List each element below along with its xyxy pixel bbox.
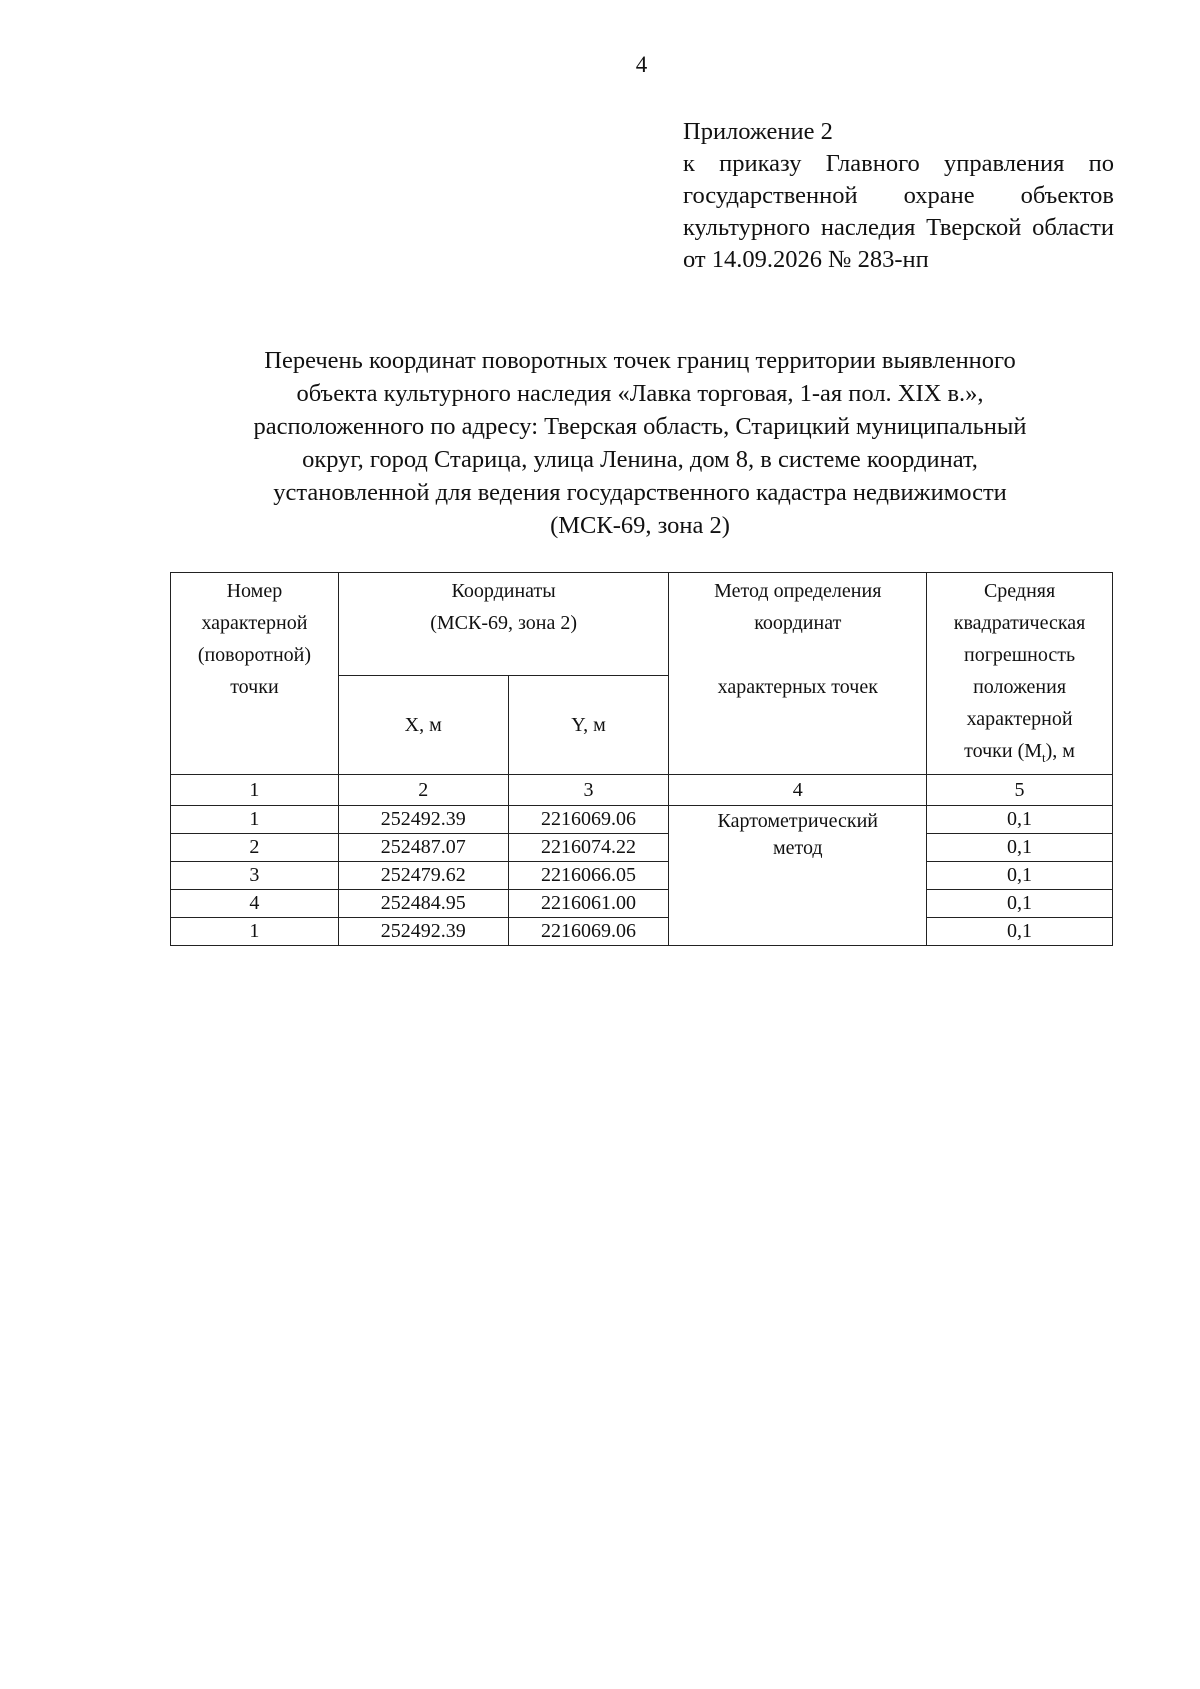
x-cell: 252479.62 (338, 862, 508, 890)
error-cell: 0,1 (927, 918, 1113, 946)
point-cell: 3 (171, 862, 339, 890)
header-method: Метод определения координат характерных точек (669, 573, 927, 775)
x-cell: 252487.07 (338, 834, 508, 862)
column-number: 1 (171, 775, 339, 806)
y-cell: 2216069.06 (508, 918, 669, 946)
point-cell: 2 (171, 834, 339, 862)
title-line: округ, город Старица, улица Ленина, дом 8, в системе координат, (302, 446, 978, 473)
table-row (171, 918, 1113, 946)
x-cell: 252492.39 (338, 806, 508, 834)
header-error: Средняя квадратическая погрешность положения характерной точки $(M_t)$, м (927, 573, 1113, 775)
method-cell: Картометрический метод (669, 806, 927, 946)
column-number-row (171, 775, 1113, 806)
error-cell: 0,1 (927, 806, 1113, 834)
column-number: 2 (338, 775, 508, 806)
annex-body: к приказу Главного управления по государственной охране объектов культурного наследия Тверской области от 14.09.2026 № 283-нп (683, 150, 1114, 273)
error-cell: 0,1 (927, 834, 1113, 862)
coordinates-table (170, 572, 1113, 946)
column-number: 3 (508, 775, 669, 806)
title-line: объекта культурного наследия «Лавка торговая, 1-ая пол. XIX в.», (296, 380, 984, 407)
header-x: X, м (338, 676, 508, 775)
error-cell: 0,1 (927, 862, 1113, 890)
column-number: 4 (669, 775, 927, 806)
header-y: Y, м (508, 676, 669, 775)
point-cell: 4 (171, 890, 339, 918)
header-coordinates: Координаты (МСК-69, зона 2) (338, 573, 669, 676)
x-cell: 252484.95 (338, 890, 508, 918)
title-line: установленной для ведения государственного кадастра недвижимости (273, 479, 1007, 506)
header-row (171, 573, 1113, 676)
page-number: 4 (635, 52, 648, 77)
document-title (160, 344, 1120, 542)
error-cell: 0,1 (927, 890, 1113, 918)
annex-block (683, 116, 1114, 276)
table-row (171, 834, 1113, 862)
y-cell: 2216066.05 (508, 862, 669, 890)
annex-title: Приложение 2 (683, 118, 833, 145)
header-point-number: Номер характерной (поворотной) точки (171, 573, 339, 775)
point-cell: 1 (171, 918, 339, 946)
title-line: Перечень координат поворотных точек границ территории выявленного (264, 347, 1016, 374)
table-row (171, 806, 1113, 834)
x-cell: 252492.39 (338, 918, 508, 946)
column-number: 5 (927, 775, 1113, 806)
table-row (171, 890, 1113, 918)
point-cell: 1 (171, 806, 339, 834)
y-cell: 2216074.22 (508, 834, 669, 862)
table-row (171, 862, 1113, 890)
y-cell: 2216061.00 (508, 890, 669, 918)
title-line: расположенного по адресу: Тверская область, Старицкий муниципальный (253, 413, 1027, 440)
title-line: (МСК-69, зона 2) (550, 512, 730, 539)
y-cell: 2216069.06 (508, 806, 669, 834)
